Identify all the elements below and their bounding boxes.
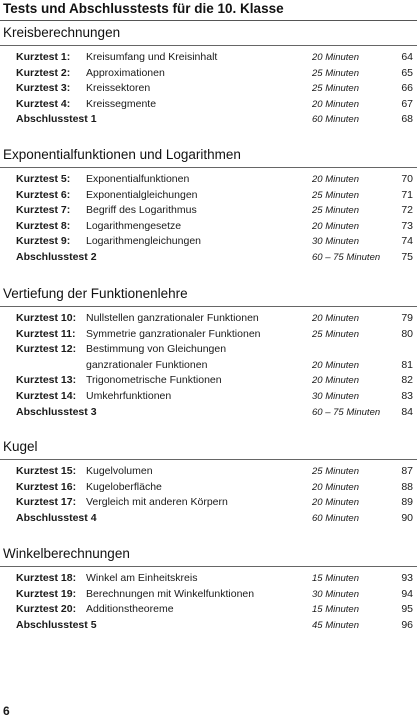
toc-entry[interactable] [0,65,417,81]
entry-topic: Umkehrfunktionen [86,389,172,402]
entry-label: Kurztest 2: [16,66,71,79]
entry-label: Kurztest 16: [16,480,77,493]
entry-page: 72 [401,204,413,217]
entry-page: 83 [401,389,413,402]
toc-entry-continuation[interactable] [0,357,417,373]
entry-topic: Trigonometrische Funktionen [86,374,222,387]
entry-topic: Kreisumfang und Kreisinhalt [86,51,218,63]
section-title: Kugel [3,439,38,454]
entry-topic: Approximationen [86,66,165,79]
toc-entry[interactable] [0,404,417,420]
section-kreisberechnungen [0,23,417,127]
toc-entry[interactable] [0,601,417,617]
entry-page: 70 [401,173,413,185]
toc-entry[interactable] [0,494,417,510]
entry-label: Abschlusstest 1 [16,113,97,126]
entry-page: 93 [401,572,413,584]
entry-page: 68 [401,113,413,126]
entry-label: Kurztest 18: [16,572,77,584]
entry-time: 20 Minuten [312,481,360,493]
entry-page: 79 [401,312,413,324]
entry-label: Kurztest 8: [16,219,71,232]
entry-topic: Exponentialfunktionen [86,173,190,185]
entry-page: 73 [401,219,413,232]
section-title: Vertiefung der Funktionenlehre [3,286,188,301]
section-divider [0,306,417,307]
toc-entry[interactable] [0,249,417,265]
entry-time: 30 Minuten [312,390,360,402]
toc-entry[interactable] [0,341,417,357]
entry-label: Kurztest 3: [16,82,71,95]
entry-label: Kurztest 10: [16,312,77,324]
entry-label: Kurztest 14: [16,389,77,402]
entry-topic: Kugelvolumen [86,465,153,477]
entry-label: Kurztest 4: [16,97,71,110]
entry-topic: Vergleich mit anderen Körpern [86,496,228,509]
entry-page: 74 [401,235,413,248]
entry-label: Kurztest 5: [16,173,71,185]
entry-time: 20 Minuten [312,52,360,63]
toc-entry[interactable] [0,202,417,218]
entry-time: 30 Minuten [312,236,360,248]
entry-label: Kurztest 9: [16,235,71,248]
toc-entry[interactable] [0,111,417,127]
toc-entry[interactable] [0,49,417,65]
entry-page: 71 [401,188,413,201]
entry-page: 64 [401,51,413,63]
entry-page: 81 [401,358,413,371]
entry-page: 67 [401,97,413,110]
toc-entry[interactable] [0,570,417,586]
toc-entry[interactable] [0,510,417,526]
entry-label: Kurztest 11: [16,327,76,340]
entry-topic: Begriff des Logarithmus [86,204,197,217]
entry-time: 60 Minuten [312,512,360,524]
entry-label: Abschlusstest 5 [16,618,97,631]
toc-entry[interactable] [0,80,417,96]
toc-entry[interactable] [0,388,417,404]
section-kugel [0,437,417,525]
toc-entry[interactable] [0,479,417,495]
entry-page: 84 [401,405,413,418]
entry-page: 80 [401,327,413,340]
entry-topic: ganzrationaler Funktionen [86,358,208,371]
entry-time: 20 Minuten [312,98,360,110]
entry-time: 20 Minuten [312,220,360,232]
entry-page: 90 [401,511,413,524]
section-title: Exponentialfunktionen und Logarithmen [3,147,241,162]
entry-page: 88 [401,480,413,493]
entry-time: 60 Minuten [312,114,360,126]
entry-time: 45 Minuten [312,619,360,631]
entry-topic: Bestimmung von Gleichungen [86,343,227,356]
section-exponentialfunktionen [0,145,417,265]
entry-page: 94 [401,587,413,600]
entry-topic: Kreissektoren [86,82,151,95]
toc-entry[interactable] [0,372,417,388]
section-winkelberechnungen [0,544,417,632]
toc-entry[interactable] [0,171,417,187]
entry-page: 96 [401,618,413,631]
entry-topic: Logarithmengleichungen [86,235,202,248]
entry-page: 65 [401,66,413,79]
entry-label: Kurztest 6: [16,188,71,201]
entry-label: Abschlusstest 4 [16,511,97,524]
entry-topic: Symmetrie ganzrationaler Funktionen [86,327,261,340]
toc-entry[interactable] [0,586,417,602]
entry-label: Kurztest 19: [16,587,77,600]
entry-topic: Winkel am Einheitskreis [86,572,198,584]
entry-page: 66 [401,82,413,95]
entry-list [0,171,417,265]
entry-time: 25 Minuten [312,67,360,79]
page-title: Tests und Abschlusstests für die 10. Klasse [3,1,284,16]
page-number: 6 [3,704,10,718]
entry-label: Kurztest 17: [16,496,77,509]
toc-entry[interactable] [0,187,417,203]
entry-topic: Berechnungen mit Winkelfunktionen [86,587,255,600]
entry-topic: Kreissegmente [86,97,157,110]
entry-time: 25 Minuten [312,466,360,477]
entry-time: 25 Minuten [312,205,360,217]
entry-label: Kurztest 13: [16,374,77,387]
entry-topic: Additionstheoreme [86,603,174,616]
toc-entry[interactable] [0,463,417,479]
entry-page: 75 [401,250,413,263]
entry-label: Kurztest 7: [16,204,71,217]
entry-topic: Kugeloberfläche [86,480,162,493]
entry-time: 60 – 75 Minuten [312,251,381,263]
entry-time: 20 Minuten [312,497,360,509]
entry-page: 95 [401,603,413,616]
entry-time: 25 Minuten [312,328,360,340]
section-divider [0,167,417,168]
entry-page: 89 [401,496,413,509]
section-divider [0,566,417,567]
entry-time: 25 Minuten [312,83,360,95]
entry-label: Abschlusstest 2 [16,250,97,263]
toc-entry[interactable] [0,233,417,249]
entry-time: 20 Minuten [312,174,360,185]
entry-list [0,463,417,525]
entry-list [0,570,417,632]
entry-page: 87 [401,465,413,477]
entry-label: Kurztest 15: [16,465,77,477]
entry-time: 25 Minuten [312,189,360,201]
toc-entry[interactable] [0,310,417,326]
entry-label: Kurztest 20: [16,603,77,616]
entry-label: Kurztest 1: [16,51,71,63]
entry-list [0,49,417,127]
section-divider [0,459,417,460]
toc-entry[interactable] [0,96,417,112]
toc-entry[interactable] [0,326,417,342]
toc-entry[interactable] [0,218,417,234]
entry-topic: Exponentialgleichungen [86,188,198,201]
entry-time: 15 Minuten [312,604,360,616]
section-title: Kreisberechnungen [3,25,121,40]
entry-label: Abschlusstest 3 [16,405,97,418]
entry-list [0,310,417,419]
section-title: Winkelberechnungen [3,546,130,561]
entry-label: Kurztest 12: [16,343,77,356]
entry-time: 30 Minuten [312,588,360,600]
section-funktionenlehre [0,284,417,419]
entry-time: 60 – 75 Minuten [312,406,381,418]
entry-topic: Nullstellen ganzrationaler Funktionen [86,312,259,324]
entry-page: 82 [401,374,413,387]
entry-time: 20 Minuten [312,313,360,324]
section-divider [0,45,417,46]
toc-entry[interactable] [0,617,417,633]
entry-time: 15 Minuten [312,573,360,584]
entry-time: 20 Minuten [312,375,360,387]
entry-time: 20 Minuten [312,359,360,371]
entry-topic: Logarithmengesetze [86,219,182,232]
title-divider [0,20,417,21]
